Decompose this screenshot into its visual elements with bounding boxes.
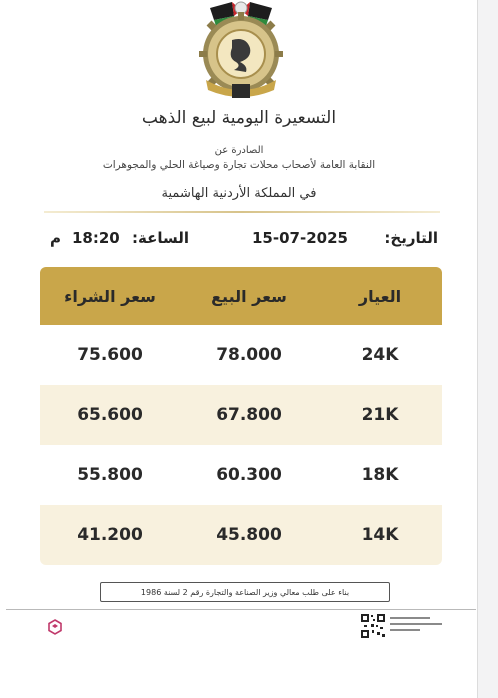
- column-header-karat: العيار: [358, 286, 402, 306]
- table-row: [40, 505, 442, 565]
- column-header-sell: سعر البيع: [211, 286, 287, 306]
- header-divider: [44, 211, 440, 213]
- buy-price: 65.600: [77, 405, 143, 425]
- date-label: التاريخ:: [384, 229, 438, 247]
- syndicate-name: النقابة العامة لأصحاب محلات تجارة وصياغة الحلي والمجوهرات: [102, 159, 376, 171]
- column-header-buy: سعر الشراء: [64, 286, 156, 306]
- footer-divider: [6, 609, 476, 610]
- qr-code-icon: [360, 613, 386, 639]
- buy-price: 41.200: [77, 525, 143, 545]
- sell-price: 78.000: [216, 345, 282, 365]
- karat-value: 14K: [361, 525, 399, 545]
- karat-value: 24K: [361, 345, 399, 365]
- sell-price: 60.300: [216, 465, 282, 485]
- date-value: 15-07-2025: [252, 229, 348, 247]
- syndicate-emblem: [188, 0, 294, 104]
- kingdom-name: في المملكة الأردنية الهاشمية: [161, 186, 317, 201]
- sell-price: 67.800: [216, 405, 282, 425]
- time-unit: م: [50, 229, 61, 247]
- time-value: 18:20: [72, 229, 120, 247]
- table-row: [40, 445, 442, 505]
- issued-by-text: الصادرة عن: [214, 145, 264, 156]
- table-header-row: [40, 267, 442, 325]
- table-row: [40, 325, 442, 385]
- karat-value: 21K: [361, 405, 399, 425]
- buy-price: 75.600: [77, 345, 143, 365]
- regulation-footnote: بناء على طلب معالي وزير الصناعة والتجارة رقم 2 لسنة 1986: [100, 582, 390, 602]
- page-edge-strip: [477, 0, 498, 698]
- gold-price-table: [40, 267, 442, 565]
- sell-price: 45.800: [216, 525, 282, 545]
- contact-info-graphic: [390, 615, 452, 637]
- time-label: الساعة:: [132, 229, 190, 247]
- karat-value: 18K: [361, 465, 399, 485]
- page-title: التسعيرة اليومية لبيع الذهب: [141, 108, 337, 128]
- brand-mark-icon: [46, 618, 64, 636]
- table-row: [40, 385, 442, 445]
- buy-price: 55.800: [77, 465, 143, 485]
